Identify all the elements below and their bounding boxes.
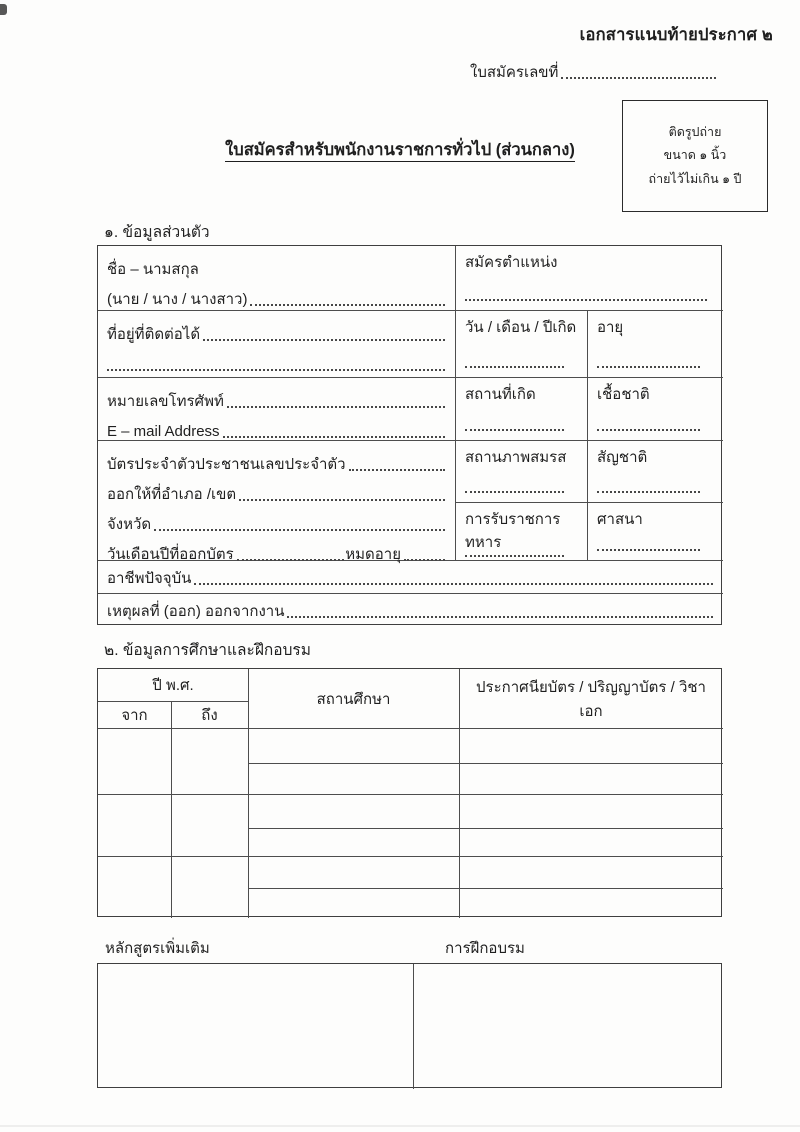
province-line bbox=[107, 506, 446, 536]
birthplace-dotted-fill bbox=[465, 429, 564, 431]
email-label: E – mail Address bbox=[107, 422, 220, 440]
training-label: การฝึกอบรม bbox=[445, 940, 525, 957]
application-number-fill-line bbox=[561, 77, 716, 79]
resign-reason-label: เหตุผลที่ (ออก) ออกจากงาน bbox=[107, 602, 285, 620]
expiry-label: หมดอายุ bbox=[345, 545, 401, 563]
name-cell bbox=[98, 246, 456, 311]
scan-artifact-mark bbox=[0, 4, 7, 15]
military-service-cell bbox=[456, 503, 588, 561]
application-number-label: ใบสมัครเลขที่ bbox=[470, 64, 559, 81]
position-label: สมัครตำแหน่ง bbox=[465, 254, 558, 271]
province-label: จังหวัด bbox=[107, 515, 152, 533]
occupation-dotted-fill bbox=[194, 583, 713, 585]
education-table bbox=[97, 668, 722, 917]
address-cell bbox=[98, 311, 456, 378]
contact-cell bbox=[98, 378, 456, 441]
id-card-line bbox=[107, 446, 446, 476]
grid-line bbox=[248, 828, 723, 829]
personal-info-table bbox=[97, 245, 722, 625]
birthdate-cell bbox=[456, 311, 588, 378]
resign-reason-dotted-fill bbox=[287, 616, 713, 618]
section1-heading: ๑. ข้อมูลส่วนตัว bbox=[104, 224, 210, 241]
position-dotted-fill bbox=[465, 299, 707, 301]
ethnicity-label: เชื้อชาติ bbox=[597, 386, 650, 403]
scan-artifact-streak bbox=[0, 1125, 800, 1127]
grid-line bbox=[248, 763, 723, 764]
application-number-line bbox=[470, 60, 717, 84]
section2-heading: ๒. ข้อมูลการศึกษาและฝึกอบรม bbox=[104, 642, 311, 659]
year-from-header: จาก bbox=[121, 706, 148, 724]
attachment-reference-text: เอกสารแนบท้ายประกาศ ๒ bbox=[579, 26, 773, 44]
grid-line bbox=[98, 856, 723, 857]
religion-dotted-fill bbox=[597, 549, 700, 551]
address-dotted-fill-1 bbox=[203, 339, 445, 341]
address-label-line bbox=[107, 316, 446, 346]
additional-course-label: หลักสูตรเพิ่มเติม bbox=[105, 940, 210, 957]
year-column-header: ปี พ.ศ. bbox=[152, 677, 194, 694]
military-service-label: การรับราชการทหาร bbox=[465, 511, 561, 552]
marital-status-dotted-fill bbox=[465, 491, 564, 493]
province-dotted-fill bbox=[154, 529, 445, 531]
name-dotted-fill bbox=[250, 304, 445, 306]
birthplace-cell bbox=[456, 378, 588, 441]
resign-reason-line bbox=[107, 596, 714, 623]
address-dotted-fill-2 bbox=[107, 369, 445, 371]
age-dotted-fill bbox=[597, 366, 700, 368]
age-cell bbox=[588, 311, 723, 378]
photo-box-line2: ขนาด ๑ นิ้ว bbox=[663, 148, 727, 163]
birthdate-label: วัน / เดือน / ปีเกิด bbox=[465, 319, 577, 336]
institution-column-header: สถานศึกษา bbox=[316, 690, 391, 708]
name-prefix-label: (นาย / นาง / นางสาว) bbox=[107, 290, 248, 308]
grid-line bbox=[248, 888, 723, 889]
email-dotted-fill bbox=[223, 436, 445, 438]
marital-status-label: สถานภาพสมรส bbox=[465, 449, 567, 466]
certificate-column-header: ประกาศนียบัตร / ปริญญาบัตร / วิชาเอก bbox=[476, 678, 706, 720]
photo-box-line1: ติดรูปถ่าย bbox=[668, 125, 722, 140]
training-area bbox=[414, 964, 722, 1089]
ethnicity-cell bbox=[588, 378, 723, 441]
occupation-cell bbox=[98, 561, 723, 594]
name-label-line bbox=[107, 251, 446, 281]
ethnicity-dotted-fill bbox=[597, 429, 700, 431]
birthdate-dotted-fill bbox=[465, 366, 564, 368]
issued-at-label: ออกให้ที่อำเภอ /เขต bbox=[107, 485, 237, 503]
email-line bbox=[107, 413, 446, 443]
religion-cell bbox=[588, 503, 723, 561]
position-cell bbox=[456, 246, 723, 311]
nationality-label: สัญชาติ bbox=[597, 449, 648, 466]
military-service-dotted-fill bbox=[465, 555, 564, 557]
nationality-dotted-fill bbox=[597, 491, 700, 493]
issue-date-label: วันเดือนปีที่ออกบัตร bbox=[107, 545, 234, 563]
birthplace-label: สถานที่เกิด bbox=[465, 386, 536, 403]
grid-line bbox=[171, 701, 172, 918]
photo-box-line3: ถ่ายไว้ไม่เกิน ๑ ปี bbox=[648, 171, 742, 186]
phone-line bbox=[107, 383, 446, 413]
religion-label: ศาสนา bbox=[597, 511, 643, 528]
name-fill-line bbox=[107, 281, 446, 311]
id-card-cell bbox=[98, 441, 456, 561]
resign-reason-cell bbox=[98, 594, 723, 626]
issued-at-line bbox=[107, 476, 446, 506]
grid-line bbox=[98, 794, 723, 795]
id-card-label: บัตรประจำตัวประชาชนเลขประจำตัว bbox=[107, 455, 346, 473]
year-to-header: ถึง bbox=[201, 706, 218, 724]
occupation-label: อาชีพปัจจุบัน bbox=[107, 569, 192, 587]
grid-line bbox=[98, 728, 723, 729]
phone-label: หมายเลขโทรศัพท์ bbox=[107, 392, 224, 410]
issued-at-dotted-fill bbox=[239, 499, 445, 501]
address-label: ที่อยู่ที่ติดต่อได้ bbox=[107, 325, 201, 343]
age-label: อายุ bbox=[597, 319, 624, 336]
occupation-line bbox=[107, 563, 714, 590]
name-label: ชื่อ – นามสกุล bbox=[107, 260, 199, 278]
phone-dotted-fill bbox=[227, 406, 445, 408]
address-fill-line bbox=[107, 346, 446, 376]
id-card-dotted-fill bbox=[349, 469, 445, 471]
additional-course-area bbox=[98, 964, 413, 1089]
course-training-box bbox=[97, 963, 722, 1088]
form-title: ใบสมัครสำหรับพนักงานราชการทั่วไป (ส่วนกลาง) bbox=[0, 137, 800, 163]
nationality-cell bbox=[588, 441, 723, 503]
marital-status-cell bbox=[456, 441, 588, 503]
